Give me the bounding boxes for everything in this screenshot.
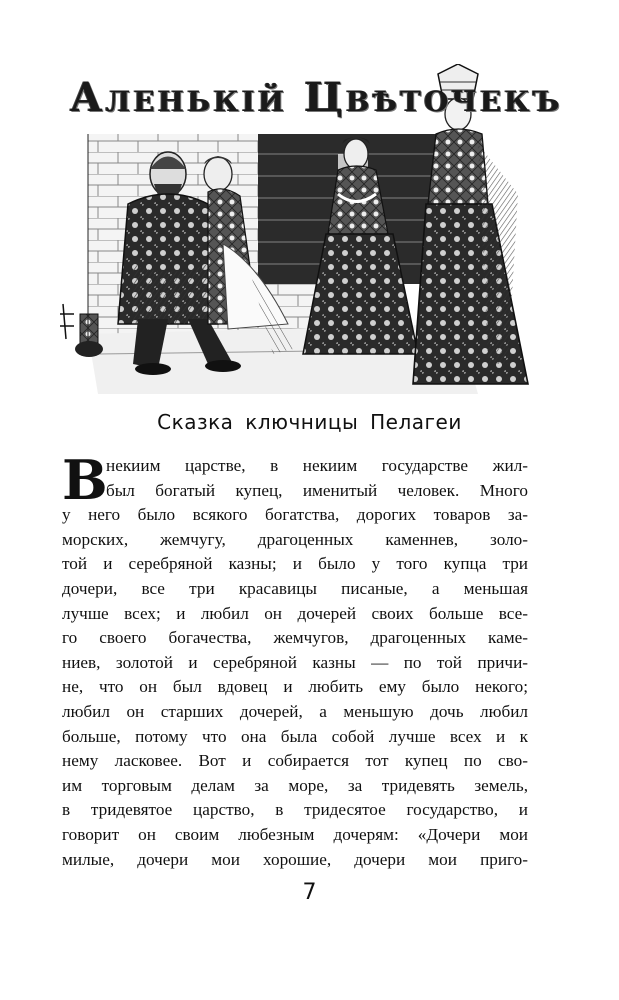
text-line: им торговым делам за море, за тридевять земель, [62,775,528,795]
text-line: говорит он своим любезным дочерям: «Дочери мои [62,824,528,844]
text-line: морских, жемчугу, драгоценных каменнев, золо- [62,529,528,549]
illustration-title: Аленькій Цвѣточекъ [70,74,563,121]
text-line: не, что он был вдовец и любить ему было некого; [62,677,528,697]
text-line: милые, дочери мои хорошие, дочери мои приго- [62,849,528,869]
text-line: го своего богачества, жемчугов, драгоценных каме- [62,628,528,648]
page-number: 7 [302,880,317,905]
text-line: ниев, золотой и серебряной казны — по той причи- [62,652,528,672]
text-line: у него было всякого богатства, дорогих товаров за- [62,505,528,525]
text-line: дочери, все три красавицы писаные, а меньшая [62,578,528,598]
header-illustration [58,64,563,394]
text-line: был богатый купец, именитый человек. Много [106,480,528,500]
story-body [62,448,528,872]
text-line: нему ласковее. Вот и собирается тот купец по сво- [62,751,528,771]
story-title: Сказка ключницы Пелагеи [157,410,462,434]
text-line: той и серебряной казны; и было у того купца три [62,554,528,574]
text-line: некиим царстве, в некиим государстве жил- [106,456,528,475]
text-line: лучше всех; и любил он дочерей своих больше все- [62,603,528,623]
text-line: любил он старших дочерей, а меньшую дочь любил [62,701,528,721]
drop-cap: В [62,448,108,512]
text-line: больше, потому что она была собой лучше всех и к [62,726,528,746]
text-line: в тридевятое царство, в тридесятое государство, и [62,800,528,820]
